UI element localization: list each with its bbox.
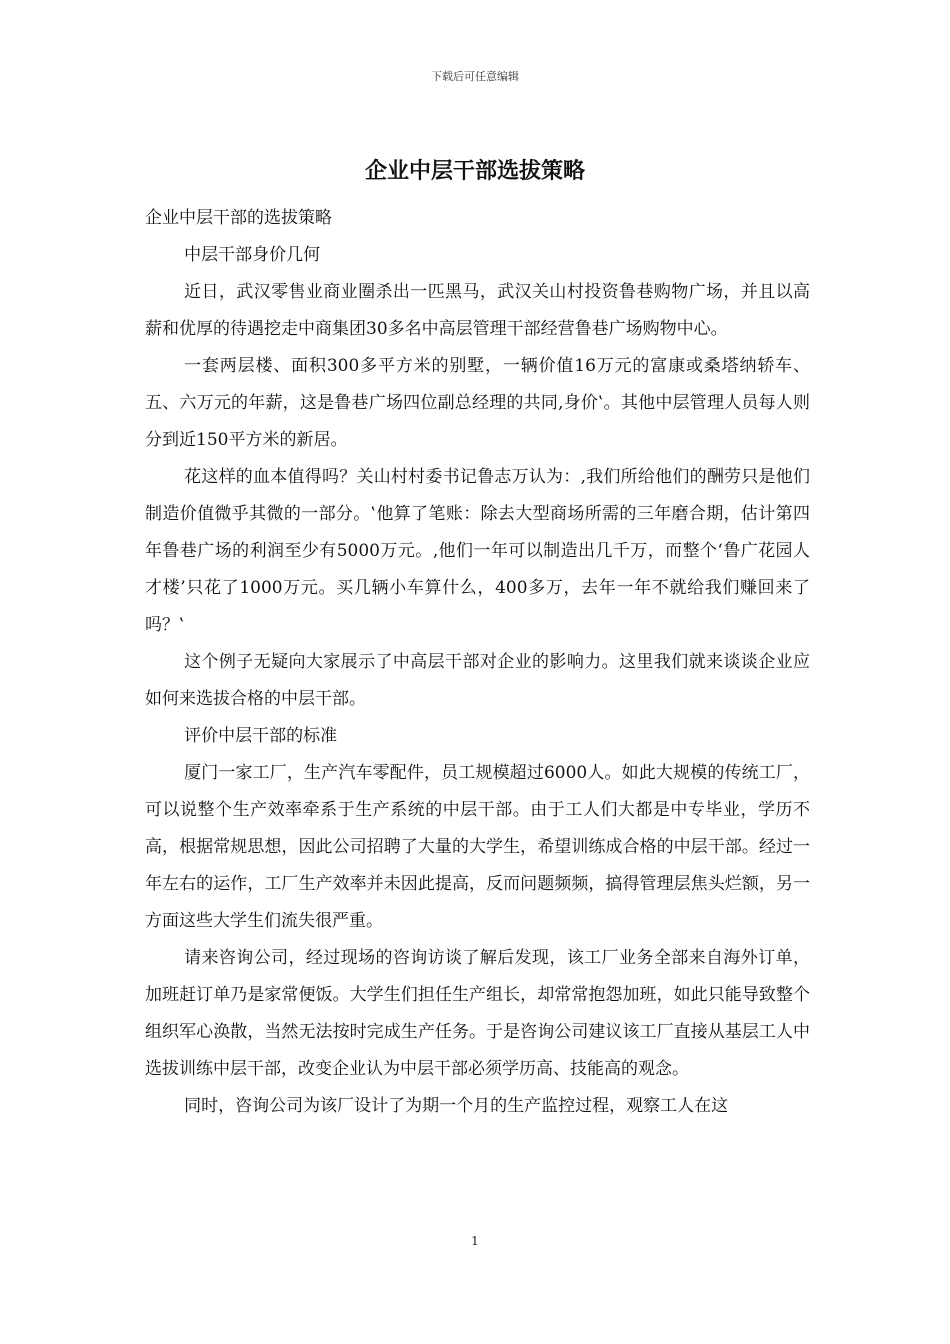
paragraph: 花这样的血本值得吗？关山村村委书记鲁志万认为：‚我们所给他们的酬劳只是他们制造价值微乎其微的一部分。‛他算了笔账：除去大型商场所需的三年磨合期，估计第四年鲁巷广场的利润至少有5000万元。‚他们一年可以制造出几千万，而整个‘鲁广花园人才楼’只花了1000万元。买几辆小车算什么，400多万，去年一年不就给我们赚回来了吗？‛ [145, 467, 810, 635]
section-heading: 中层干部身价几何 [184, 245, 321, 265]
document-body [145, 200, 810, 1125]
paragraph: 近日，武汉零售业商业圈杀出一匹黑马，武汉关山村投资鲁巷购物广场，并且以高薪和优厚的待遇挖走中商集团30多名中高层管理干部经营鲁巷广场购物中心。 [145, 282, 810, 339]
paragraph: 厦门一家工厂，生产汽车零配件，员工规模超过6000人。如此大规模的传统工厂，可以说整个生产效率牵系于生产系统的中层干部。由于工人们大都是中专毕业，学历不高，根据常规思想，因此公司招聘了大量的大学生，希望训练成合格的中层干部。经过一年左右的运作，工厂生产效率并未因此提高，反而问题频频，搞得管理层焦头烂额，另一方面这些大学生们流失很严重。 [145, 763, 810, 931]
paragraph-subtitle: 企业中层干部的选拔策略 [145, 208, 332, 228]
document-title: 企业中层干部选拔策略 [364, 159, 585, 184]
paragraph: 同时，咨询公司为该厂设计了为期一个月的生产监控过程，观察工人在这 [184, 1096, 729, 1116]
paragraph: 这个例子无疑向大家展示了中高层干部对企业的影响力。这里我们就来谈谈企业应如何来选拔合格的中层干部。 [145, 652, 810, 709]
paragraph: 请来咨询公司，经过现场的咨询访谈了解后发现，该工厂业务全部来自海外订单，加班赶订单乃是家常便饭。大学生们担任生产组长，却常常抱怨加班，如此只能导致整个组织军心涣散，当然无法按时完成生产任务。于是咨询公司建议该工厂直接从基层工人中选拔训练中层干部，改变企业认为中层干部必须学历高、技能高的观念。 [145, 948, 810, 1079]
section-heading: 评价中层干部的标准 [184, 726, 338, 746]
paragraph: 一套两层楼、面积300多平方米的别墅，一辆价值16万元的富康或桑塔纳轿车、五、六万元的年薪，这是鲁巷广场四位副总经理的共同‚身价‛。其他中层管理人员每人则分到近150平方米的新居。 [145, 356, 810, 450]
page-number: 1 [471, 1234, 479, 1248]
header-note: 下载后可任意编辑 [431, 70, 519, 83]
